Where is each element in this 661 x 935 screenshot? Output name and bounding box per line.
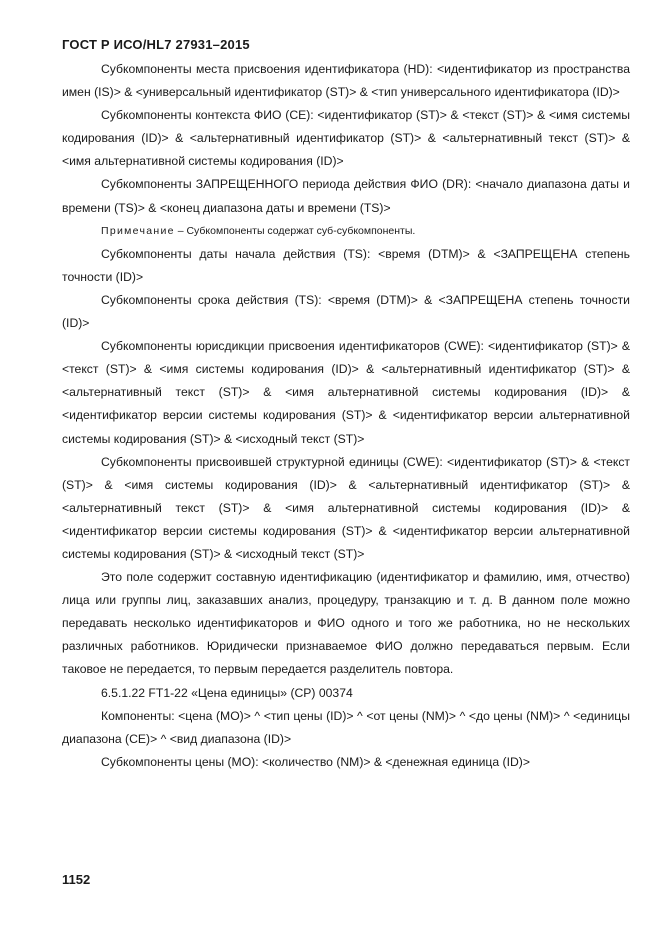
section-heading: 6.5.1.22 FT1-22 «Цена единицы» (CP) 00374 (101, 685, 353, 700)
paragraph-cp-components: Компоненты: <цена (MO)> ^ <тип цены (ID)> ^ <от цены (NM)> ^ <до цены (NM)> ^ <единицы диапазона (CE)> ^ <вид диапазона (ID)> (62, 708, 630, 746)
paragraph-ts-expiry-subcomponents: Субкомпоненты срока действия (TS): <время (DTM)> & <ЗАПРЕЩЕНА степень точности (ID)> (62, 292, 630, 331)
paragraph-ce-subcomponents: Субкомпоненты контекста ФИО (CE): <идентификатор (ST)> & <текст (ST)> & <имя системы кодирования (ID)> & <альтернативный идентификатор (ST)> & <альтернативный текст (ST)> & <имя альтернативной системы кодирования (ID)> (62, 108, 630, 169)
paragraph-ts-start-subcomponents: Субкомпоненты даты начала действия (TS): <время (DTM)> & <ЗАПРЕЩЕНА степень точности (ID)> (62, 246, 630, 284)
paragraph-cwe-jurisdiction-subcomponents: Субкомпоненты юрисдикции присвоения идентификаторов (CWE): <идентификатор (ST)> & <текст (ST)> & <имя системы кодирования (ID)> & <альтернативный идентификатор (ST)> & <альтернативный текст (ST)> & <имя альтернативной системы кодирования (ID)> & <идентификатор версии системы кодирования (ST)> & <идентификатор версии альтернативной системы кодирования (ST)> & <исходный текст (ST)> (62, 339, 630, 446)
paragraph-mo-subcomponents: Субкомпоненты цены (MO): <количество (NM)> & <денежная единица (ID)> (101, 754, 530, 769)
document-header: ГОСТ Р ИСО/HL7 27931–2015 (62, 37, 250, 52)
paragraph-cwe-unit-subcomponents: Субкомпоненты присвоившей структурной единицы (CWE): <идентификатор (ST)> & <текст (ST)> & <имя системы кодирования (ID)> & <альтернативный идентификатор (ST)> & <альтернативный текст (ST)> & <имя альтернативной системы кодирования (ID)> & <идентификатор версии системы кодирования (ST)> & <идентификатор версии альтернативной системы кодирования (ST)> & <исходный текст (ST)> (62, 454, 630, 561)
note-text: – Субкомпоненты содержат суб-субкомпоненты. (174, 224, 416, 237)
paragraph-field-description: Это поле содержит составную идентификацию (идентификатор и фамилию, имя, отчество) лица или группы лиц, заказавших анализ, процедуру, транзакцию и т. д. В данном поле можно передавать несколько идентификаторов и ФИО одного и того же работника, но не нескольких различных работников. Юридически признаваемое ФИО должно передаваться первым. Если таковое не передается, то первым передается разделитель повтора. (62, 570, 630, 677)
page-number: 1152 (62, 872, 91, 887)
paragraph-hd-subcomponents: Субкомпоненты места присвоения идентификатора (HD): <идентификатор из пространства имен (IS)> & <универсальный идентификатор (ST)> & <тип универсального идентификатора (ID)> (62, 62, 630, 100)
paragraph-dr-subcomponents: Субкомпоненты ЗАПРЕЩЕННОГО периода действия ФИО (DR): <начало диапазона даты и времени (TS)> & <конец диапазона даты и времени (TS)> (62, 177, 630, 215)
document-body (62, 58, 630, 774)
note (62, 220, 630, 243)
note-label: Примечание (101, 224, 175, 237)
